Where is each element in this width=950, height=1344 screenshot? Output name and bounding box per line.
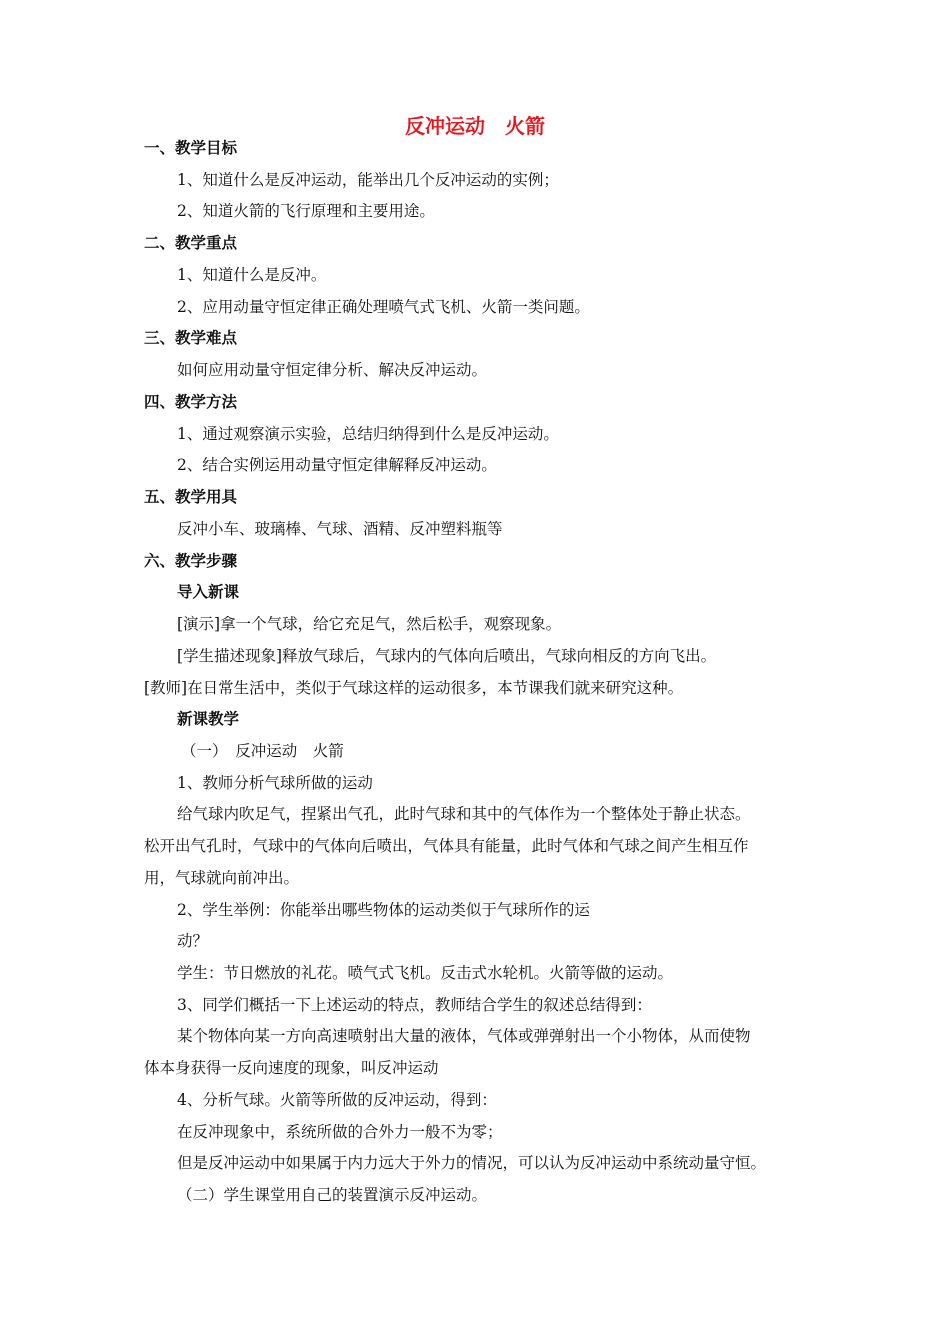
paragraph-line: 某个物体向某一方向高速喷射出大量的液体，气体或弹弹射出一个小物体，从而使物 (177, 1027, 751, 1045)
section-heading: 六、教学步骤 (144, 552, 238, 570)
paragraph-line: 1、知道什么是反冲运动，能举出几个反冲运动的实例； (177, 171, 559, 189)
paragraph-line: 松开出气孔时，气球中的气体向后喷出，气体具有能量，此时气体和气球之间产生相互作 (144, 837, 749, 855)
subsection-heading: 导入新课 (177, 583, 240, 601)
paragraph-line: 1、教师分析气球所做的运动 (177, 774, 373, 792)
paragraph-line: [教师]在日常生活中，类似于气球这样的运动很多，本节课我们就来研究这种。 (144, 679, 684, 697)
paragraph-line: 4、分析气球。火箭等所做的反冲运动，得到： (177, 1091, 497, 1109)
paragraph-line: 1、通过观察演示实验，总结归纳得到什么是反冲运动。 (177, 425, 559, 443)
paragraph-line: 反冲小车、玻璃棒、气球、酒精、反冲塑料瓶等 (177, 520, 503, 538)
paragraph-line: （一） 反冲运动 火箭 (181, 742, 344, 760)
paragraph-line: 1、知道什么是反冲。 (177, 266, 327, 284)
paragraph-line: 如何应用动量守恒定律分析、解决反冲运动。 (177, 361, 488, 379)
paragraph-line: 但是反冲运动中如果属于内力远大于外力的情况，可以认为反冲运动中系统动量守恒。 (177, 1154, 767, 1172)
subsection-heading: 新课教学 (177, 710, 240, 728)
paragraph-line: 在反冲现象中，系统所做的合外力一般不为零； (177, 1123, 503, 1141)
paragraph-line: 动？ (177, 932, 209, 950)
paragraph-line: [学生描述现象]释放气球后，气球内的气体向后喷出，气球向相反的方向飞出。 (177, 647, 717, 665)
paragraph-line: 2、结合实例运用动量守恒定律解释反冲运动。 (177, 456, 497, 474)
paragraph-line: （二）学生课堂用自己的装置演示反冲运动。 (177, 1186, 488, 1204)
paragraph-line: 2、知道火箭的飞行原理和主要用途。 (177, 202, 435, 220)
paragraph-line: 用，气球就向前冲出。 (144, 869, 300, 887)
section-heading: 四、教学方法 (144, 393, 238, 411)
paragraph-line: [演示]拿一个气球，给它充足气，然后松手，观察现象。 (177, 615, 562, 633)
paragraph-line: 体本身获得一反向速度的现象，叫反冲运动 (144, 1059, 439, 1077)
paragraph-line: 学生：节日燃放的礼花。喷气式飞机。反击式水轮机。火箭等做的运动。 (177, 964, 674, 982)
paragraph-line: 3、同学们概括一下上述运动的特点，教师结合学生的叙述总结得到： (177, 996, 652, 1014)
section-heading: 一、教学目标 (144, 139, 238, 157)
section-heading: 二、教学重点 (144, 234, 238, 252)
document-title: 反冲运动 火箭 (405, 114, 545, 138)
paragraph-line: 2、学生举例：你能举出哪些物体的运动类似于气球所作的运 (177, 901, 590, 919)
section-heading: 三、教学难点 (144, 329, 238, 347)
section-heading: 五、教学用具 (144, 488, 238, 506)
paragraph-line: 2、应用动量守恒定律正确处理喷气式飞机、火箭一类问题。 (177, 298, 590, 316)
paragraph-line: 给气球内吹足气，捏紧出气孔，此时气球和其中的气体作为一个整体处于静止状态。 (177, 805, 751, 823)
